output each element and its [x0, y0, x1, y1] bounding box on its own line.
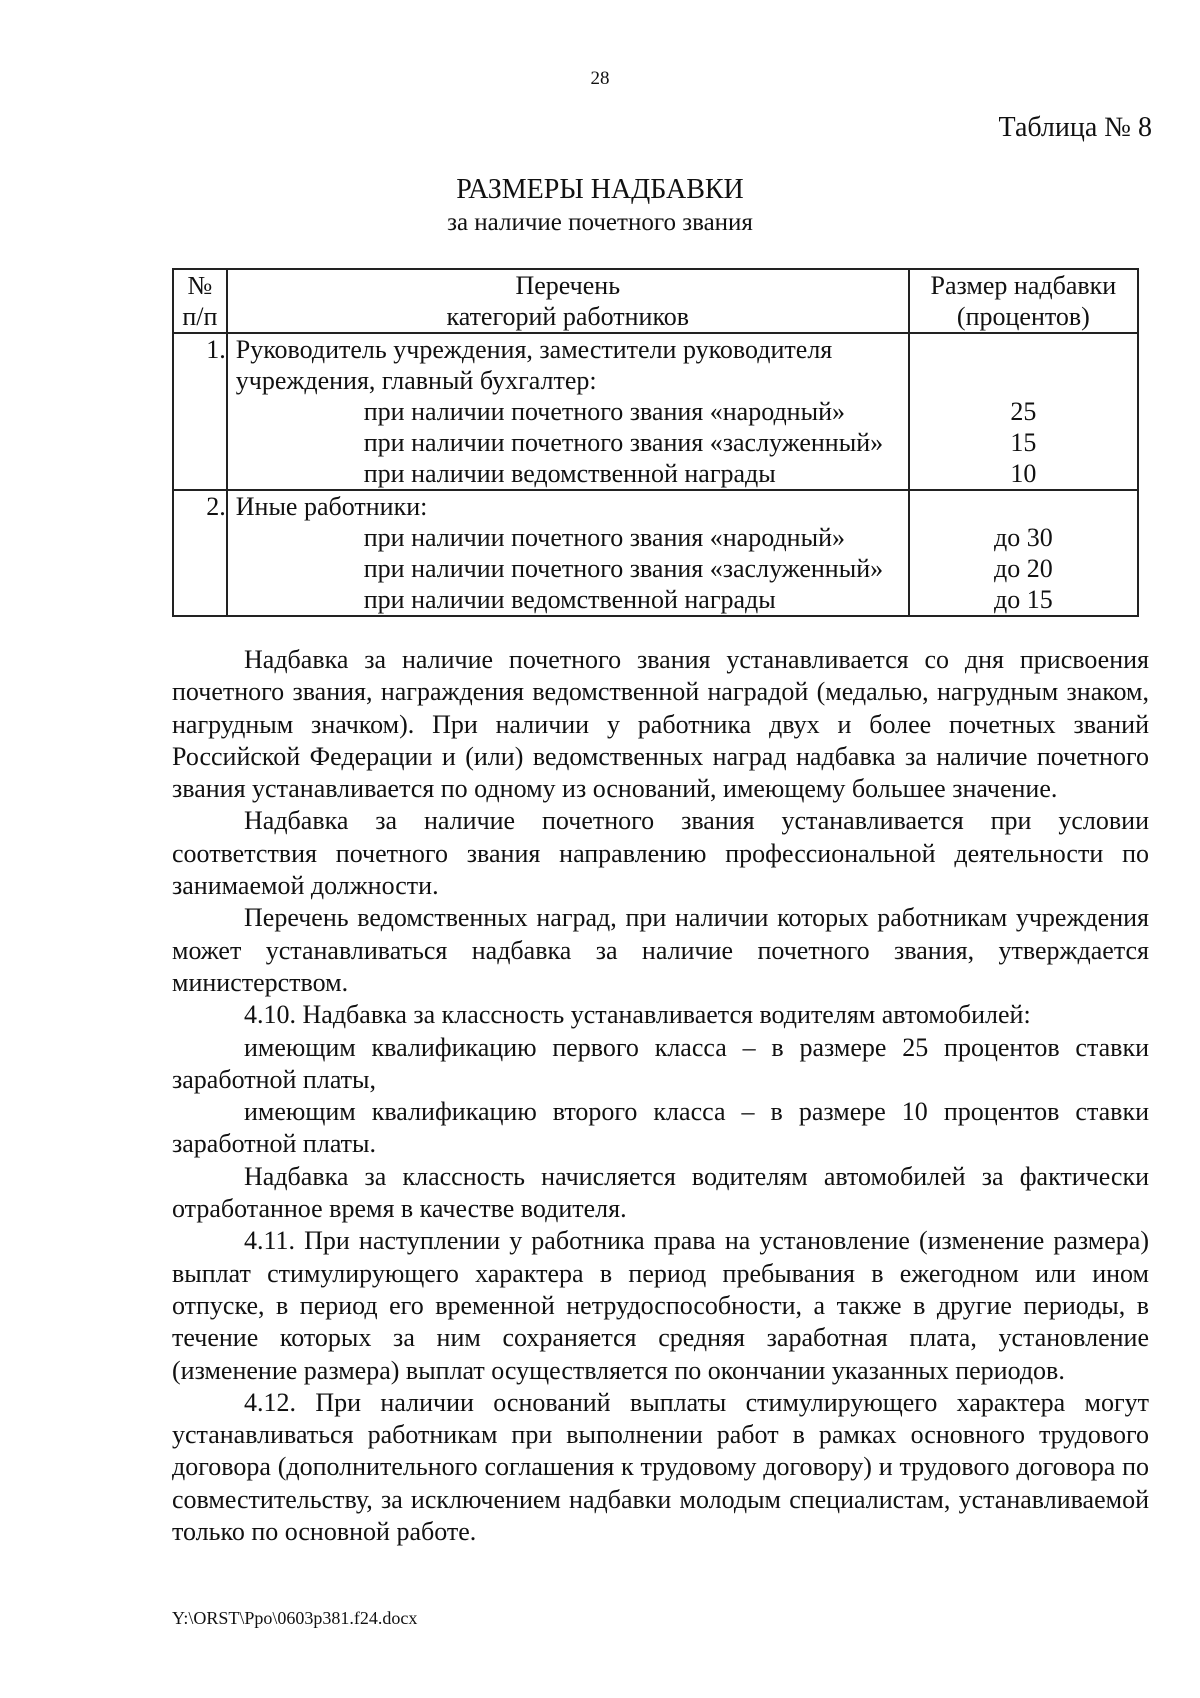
row-number: 1. — [173, 333, 227, 490]
row-item-label: при наличии почетного звания «народный» — [363, 397, 845, 426]
row-item-value: до 20 — [994, 554, 1053, 583]
paragraph: имеющим квалификацию второго класса – в размере 10 процентов ставки заработной платы. — [172, 1097, 1149, 1159]
row-item-value: до 15 — [994, 585, 1053, 614]
table-label: Таблица № 8 — [998, 112, 1152, 143]
paragraph: 4.12. При наличии оснований выплаты стимулирующего характера могут устанавливаться работникам при выполнении работ в рамках основного трудового договора (дополнительного соглашения к трудовому договору) и трудового договора по совместительству, за исключением надбавки молодым специалистам, устанавливаемой только по основной работе. — [172, 1387, 1149, 1547]
row-item-value: 10 — [1010, 459, 1037, 488]
paragraph: имеющим квалификацию первого класса – в размере 25 процентов ставки заработной платы, — [172, 1032, 1149, 1094]
header-category-line1: Перечень — [515, 271, 621, 300]
row-item-value: 25 — [1010, 397, 1037, 426]
paragraph: 4.11. При наступлении у работника права на установление (изменение размера) выплат стимулирующего характера в период пребывания в ежегодном или ином отпуске, в период его временной нетрудоспособности, а также в другие периоды, в течение которых за ним сохраняется средняя заработная плата, установление (изменение размера) выплат осуществляется по окончании указанных периодов. — [172, 1226, 1149, 1385]
header-size-cell — [909, 269, 1138, 333]
row-item-label: при наличии ведомственной награды — [363, 459, 776, 488]
row-item-label: при наличии почетного звания «заслуженный» — [363, 554, 884, 583]
page-number: 28 — [590, 68, 610, 89]
header-category-cell — [227, 269, 909, 333]
header-size-line2: (процентов) — [956, 302, 1090, 331]
row-lead-line: Руководитель учреждения, заместители руководителя — [235, 335, 833, 364]
header-size-line1: Размер надбавки — [930, 271, 1117, 300]
row-category-cell — [227, 490, 909, 616]
document-title: РАЗМЕРЫ НАДБАВКИ — [456, 174, 744, 205]
header-num-cell — [173, 269, 227, 333]
table-row — [173, 490, 1138, 616]
row-size-cell — [909, 333, 1138, 490]
paragraph: Надбавка за классность начисляется водителям автомобилей за фактически отработанное время в качестве водителя. — [172, 1161, 1149, 1224]
row-item-value: до 30 — [994, 523, 1053, 552]
table-header-row — [173, 269, 1138, 333]
paragraph: Надбавка за наличие почетного звания устанавливается при условии соответствия почетного звания направлению профессиональной деятельности по занимаемой должности. — [172, 806, 1149, 901]
row-size-cell — [909, 490, 1138, 616]
header-category-line2: категорий работников — [446, 302, 690, 331]
row-item-value: 15 — [1010, 428, 1037, 457]
file-path-footer: Y:\ORST\Ppo\0603p381.f24.docx — [172, 1608, 418, 1628]
row-number: 2. — [173, 490, 227, 616]
header-num-abbr: п/п — [182, 302, 218, 331]
row-item-label: при наличии почетного звания «заслуженный» — [363, 428, 884, 457]
row-lead-line: Иные работники: — [235, 492, 428, 521]
row-item-label: при наличии почетного звания «народный» — [363, 523, 845, 552]
row-lead-line: учреждения, главный бухгалтер: — [235, 366, 597, 395]
table-row — [173, 333, 1138, 490]
paragraph: 4.10. Надбавка за классность устанавливается водителям автомобилей: — [244, 1000, 1031, 1030]
bonus-table — [172, 268, 1139, 617]
paragraph: Надбавка за наличие почетного звания устанавливается со дня присвоения почетного звания, награждения ведомственной наградой (медалью, нагрудным знаком, нагрудным значком). При наличии у работника двух и более почетных званий Российской Федерации и (или) ведомственных наград надбавка за наличие почетного звания устанавливается по одному из оснований, имеющему большее значение. — [172, 645, 1149, 804]
header-num-symbol: № — [187, 271, 213, 300]
paragraph: Перечень ведомственных наград, при наличии которых работникам учреждения может устанавливаться надбавка за наличие почетного звания, утверждается министерством. — [172, 903, 1149, 997]
row-item-label: при наличии ведомственной награды — [363, 585, 776, 614]
body-text — [172, 644, 1149, 1548]
row-category-cell — [227, 333, 909, 490]
document-subtitle: за наличие почетного звания — [447, 209, 753, 236]
